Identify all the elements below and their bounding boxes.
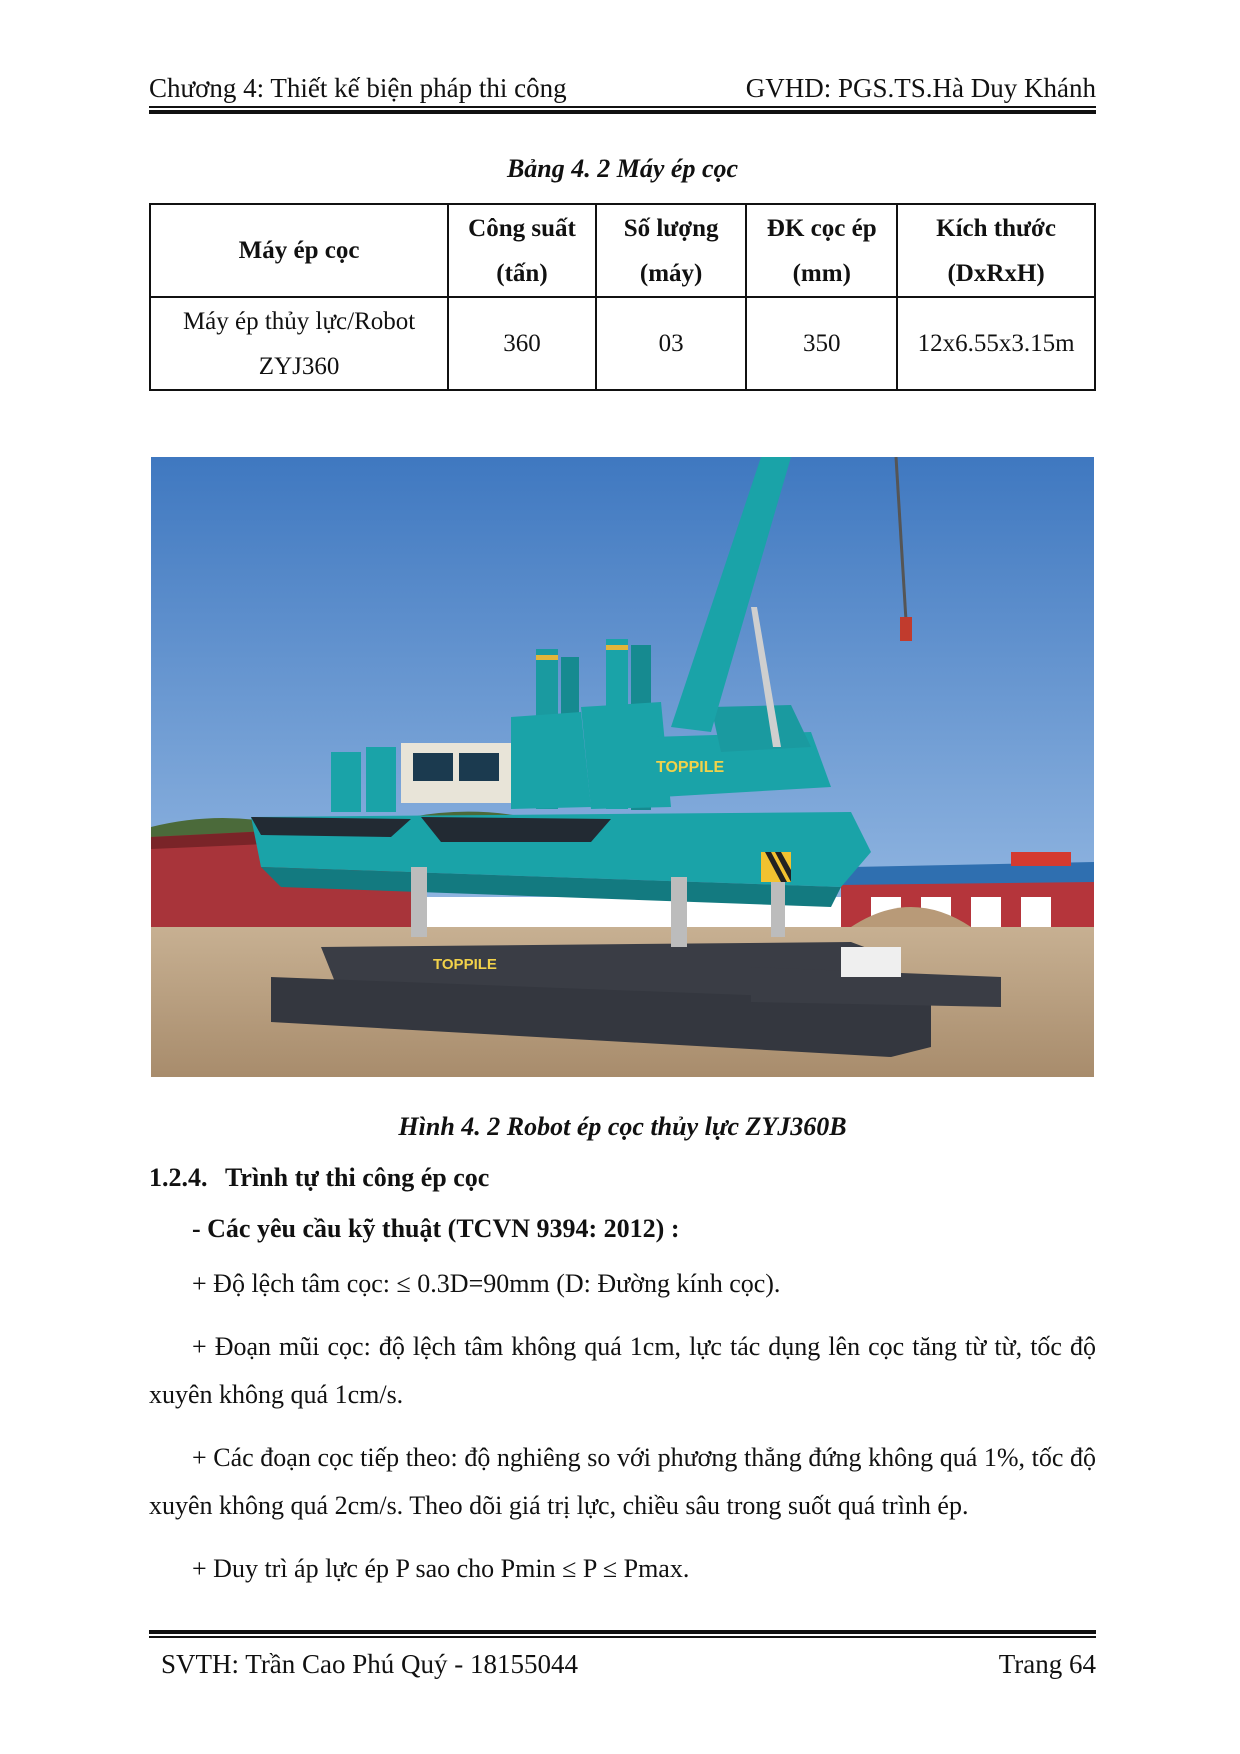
paragraph-next-segments: + Các đoạn cọc tiếp theo: độ nghiêng so với phương thẳng đứng không quá 1%, tốc độ xuyên không quá 2cm/s. Theo dõi giá trị lực, chiều sâu trong suốt quá trình ép. (149, 1443, 1096, 1520)
table-caption: Bảng 4. 2 Máy ép cọc (506, 154, 739, 183)
cell-diameter: 350 (746, 297, 897, 390)
cell-machine: Máy ép thủy lực/Robot ZYJ360 (150, 297, 448, 390)
paragraph-tip-segment: + Đoạn mũi cọc: độ lệch tâm không quá 1cm, lực tác dụng lên cọc tăng từ từ, tốc độ xuyên không quá 1cm/s. (149, 1332, 1096, 1409)
section-heading (149, 1161, 489, 1195)
table-row (150, 297, 1095, 390)
cell-quantity: 03 (596, 297, 747, 390)
footer-rule (149, 1630, 1096, 1638)
col-header-diameter: ĐK cọc ép (mm) (746, 204, 897, 297)
header-rule (149, 106, 1096, 114)
header-advisor: GVHD: PGS.TS.Hà Duy Khánh (745, 73, 1096, 103)
col-header-quantity: Số lượng (máy) (596, 204, 747, 297)
footer-student: SVTH: Trần Cao Phú Quý - 18155044 (161, 1649, 579, 1679)
cell-capacity: 360 (448, 297, 596, 390)
cell-dimensions: 12x6.55x3.15m (897, 297, 1095, 390)
pile-robot-photo (151, 457, 1094, 1077)
section-number: 1.2.4. (149, 1163, 208, 1192)
col-header-dimensions: Kích thước (DxRxH) (897, 204, 1095, 297)
figure-caption: Hình 4. 2 Robot ép cọc thủy lực ZYJ360B (398, 1112, 847, 1141)
brand-label-base: TOPPILE (433, 956, 497, 973)
section-title: Trình tự thi công ép cọc (225, 1163, 490, 1192)
pile-press-table (149, 203, 1096, 391)
page-footer (149, 1646, 1096, 1682)
table-header-row (150, 204, 1095, 297)
col-header-machine: Máy ép cọc (150, 204, 448, 297)
paragraph-eccentricity: + Độ lệch tâm cọc: ≤ 0.3D=90mm (D: Đường kính cọc). (192, 1269, 781, 1298)
paragraph-pressure: + Duy trì áp lực ép P sao cho Pmin ≤ P ≤ Pmax. (192, 1554, 690, 1583)
section-subheading: - Các yêu cầu kỹ thuật (TCVN 9394: 2012) : (192, 1214, 680, 1243)
page-number: Trang 64 (998, 1649, 1096, 1679)
col-header-capacity: Công suất (tấn) (448, 204, 596, 297)
brand-label-crane: TOPPILE (656, 759, 725, 776)
header-chapter-title: Chương 4: Thiết kế biện pháp thi công (149, 73, 567, 103)
page-header (149, 70, 1096, 106)
